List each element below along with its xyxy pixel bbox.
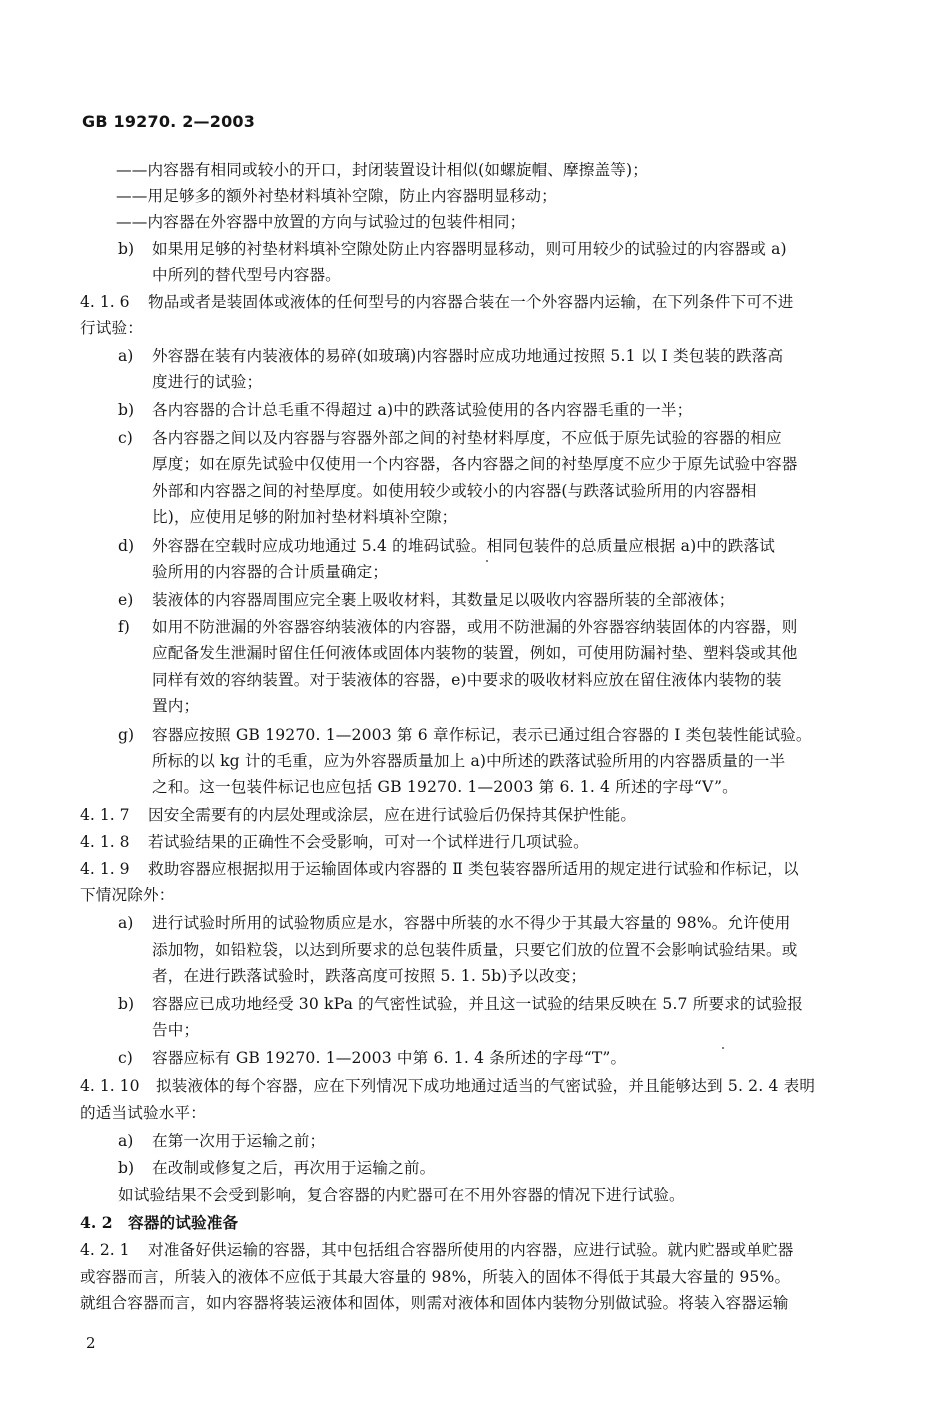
text-line: 所标的以 kg 计的毛重，应为外容器质量加上 a)中所述的跌落试验所用的内容器质量的一半 [152,752,786,770]
clause-number-4-1-8: 4. 1. 8 [80,833,130,851]
text-line: 告中； [152,1021,200,1039]
clause-number-4-1-7: 4. 1. 7 [80,806,130,824]
text-line: 验所用的内容器的合计质量确定； [152,563,389,581]
scan-speck [722,1047,724,1049]
section-number-4-2: 4. 2 [80,1213,113,1232]
text-line: 物品或者是装固体或液体的任何型号的内容器合装在一个外容器内运输，在下列条件下可不进 [148,293,794,311]
item-label-g: g) [118,726,135,744]
text-line: 同样有效的容纳装置。对于装液体的容器，e)中要求的吸收材料应放在留住液体内装物的装 [152,671,782,689]
text-line: 应配备发生泄漏时留住任何液体或固体内装物的装置，例如，可使用防漏衬垫、塑料袋或其他 [152,644,798,662]
text-line: 因安全需要有的内层处理或涂层，应在进行试验后仍保持其保护性能。 [148,806,637,824]
text-line: 中所列的替代型号内容器。 [152,266,341,284]
text-line: 各内容器的合计总毛重不得超过 a)中的跌落试验使用的各内容器毛重的一半； [152,401,693,419]
text-line: 行试验： [80,319,143,337]
clause-number-4-2-1: 4. 2. 1 [80,1241,130,1259]
item-label-a: a) [118,347,134,365]
page-number: 2 [86,1334,96,1352]
text-line: 外部和内容器之间的衬垫厚度。如使用较少或较小的内容器(与跌落试验所用的内容器相 [152,482,757,500]
dash-line-1: ——内容器有相同或较小的开口，封闭装置设计相似(如螺旋帽、摩擦盖等)； [116,161,649,179]
text-line: 下情况除外： [80,886,175,904]
item-label-c: c) [118,429,133,447]
text-line: 外容器在空载时应成功地通过 5.4 的堆码试验。相同包装件的总质量应根据 a)中的跌落试 [152,537,776,555]
text-line: 在第一次用于运输之前； [152,1132,326,1150]
document-code-header: GB 19270. 2—2003 [82,112,256,131]
text-line: 之和。这一包装件标记也应包括 GB 19270. 1—2003 第 6. 1. 4 所述的字母“V”。 [152,778,738,796]
text-line: 对准备好供运输的容器，其中包括组合容器所使用的内容器，应进行试验。就内贮器或单贮器 [148,1241,794,1259]
text-line: 置内； [152,697,200,715]
text-line: 拟装液体的每个容器，应在下列情况下成功地通过适当的气密试验，并且能够达到 5. 2. 4 表明 [156,1077,816,1095]
text-line: 度进行的试验； [152,373,263,391]
clause-number-4-1-6: 4. 1. 6 [80,293,130,311]
text-line: 添加物，如铅粒袋，以达到所要求的总包装件质量，只要它们放的位置不会影响试验结果。或 [152,941,798,959]
item-label-f: f) [118,618,130,636]
text-line: 如果用足够的衬垫材料填补空隙处防止内容器明显移动，则可用较少的试验过的内容器或 a) [152,240,787,258]
text-line: 比)，应使用足够的附加衬垫材料填补空隙； [152,508,458,526]
item-label-b: b) [118,240,135,258]
text-line: 者，在进行跌落试验时，跌落高度可按照 5. 1. 5b)予以改变； [152,967,587,985]
dash-line-3: ——内容器在外容器中放置的方向与试验过的包装件相同； [116,213,526,231]
text-line: 在改制或修复之后，再次用于运输之前。 [152,1159,436,1177]
text-line: 若试验结果的正确性不会受影响，可对一个试样进行几项试验。 [148,833,589,851]
scan-speck [486,560,488,562]
text-line: 厚度；如在原先试验中仅使用一个内容器，各内容器之间的衬垫厚度不应少于原先试验中容器 [152,455,798,473]
text-line: 救助容器应根据拟用于运输固体或内容器的 Ⅱ 类包装容器所适用的规定进行试验和作标记，以 [148,860,799,878]
section-heading: 容器的试验准备 [128,1213,239,1232]
clause-number-4-1-9: 4. 1. 9 [80,860,130,878]
text-line: 外容器在装有内装液体的易碎(如玻璃)内容器时应成功地通过按照 5.1 以 Ⅰ 类包装的跌落高 [152,347,784,365]
text-line: 装液体的内容器周围应完全裹上吸收材料，其数量足以吸收内容器所装的全部液体； [152,591,735,609]
text-line: 的适当试验水平： [80,1104,206,1122]
text-line: 如试验结果不会受到影响，复合容器的内贮器可在不用外容器的情况下进行试验。 [118,1186,685,1204]
dash-line-2: ——用足够多的额外衬垫材料填补空隙，防止内容器明显移动； [116,187,557,205]
item-label-c: c) [118,1049,133,1067]
text-line: 容器应标有 GB 19270. 1—2003 中第 6. 1. 4 条所述的字母“T”。 [152,1049,627,1067]
item-label-a: a) [118,914,134,932]
item-label-a: a) [118,1132,134,1150]
item-label-b: b) [118,401,135,419]
text-line: 各内容器之间以及内容器与容器外部之间的衬垫材料厚度，不应低于原先试验的容器的相应 [152,429,782,447]
text-line: 容器应已成功地经受 30 kPa 的气密性试验，并且这一试验的结果反映在 5.7 所要求的试验报 [152,995,803,1013]
item-label-b: b) [118,1159,135,1177]
item-label-b: b) [118,995,135,1013]
item-label-d: d) [118,537,135,555]
item-label-e: e) [118,591,134,609]
text-line: 如用不防泄漏的外容器容纳装液体的内容器，或用不防泄漏的外容器容纳装固体的内容器，则 [152,618,798,636]
text-line: 进行试验时所用的试验物质应是水，容器中所装的水不得少于其最大容量的 98%。允许使用 [152,914,791,932]
text-line: 就组合容器而言，如内容器将装运液体和固体，则需对液体和固体内装物分别做试验。将装入容器运输 [80,1294,789,1312]
text-line: 容器应按照 GB 19270. 1—2003 第 6 章作标记，表示已通过组合容器的 Ⅰ 类包装性能试验。 [152,726,812,744]
clause-number-4-1-10: 4. 1. 10 [80,1077,140,1095]
text-line: 或容器而言，所装入的液体不应低于其最大容量的 98%，所装入的固体不得低于其最大容量的 95%。 [80,1268,791,1286]
